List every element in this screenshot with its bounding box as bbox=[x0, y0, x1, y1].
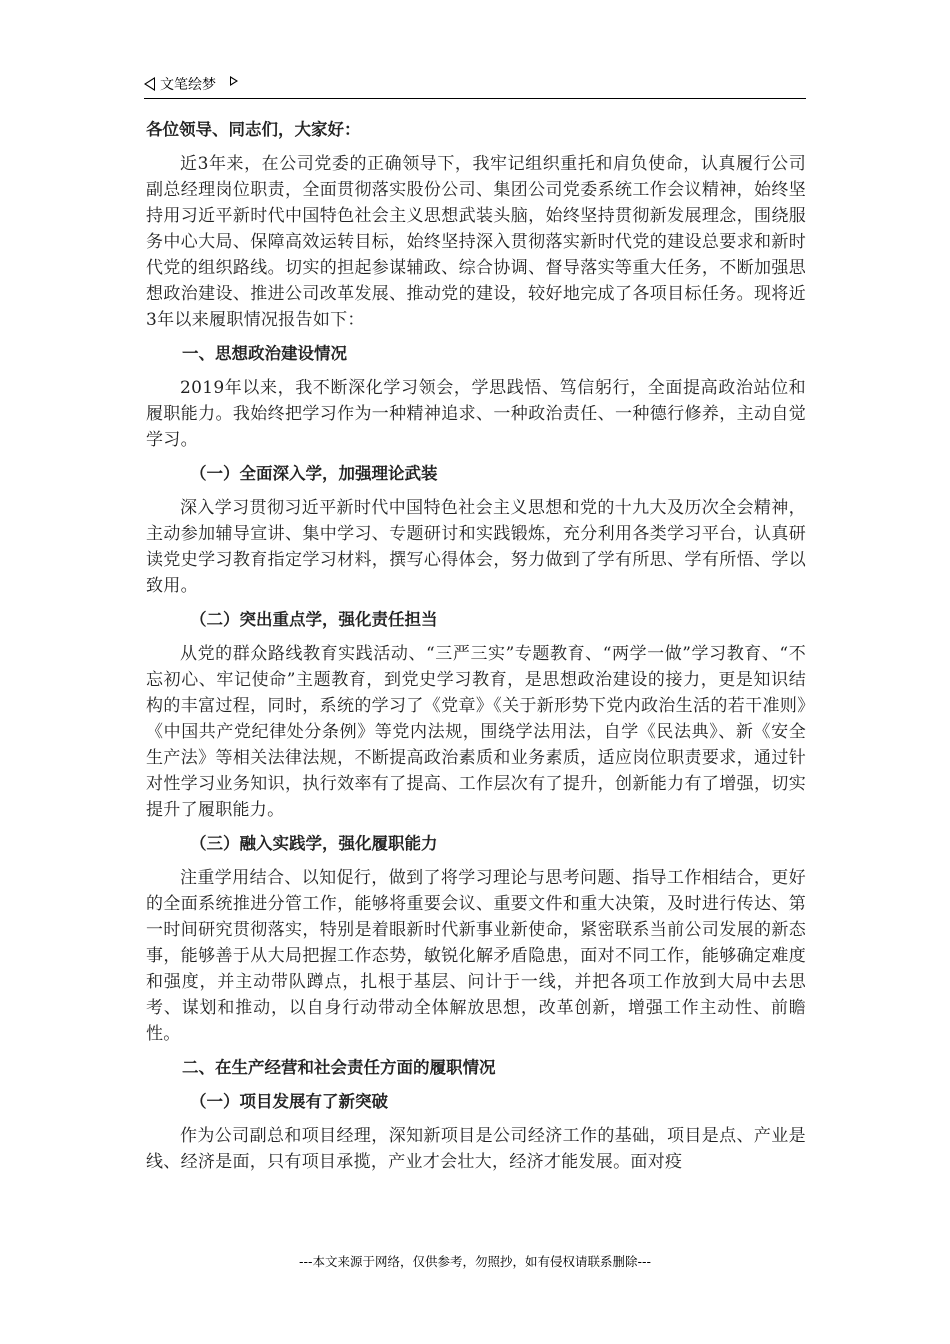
subsection-heading-1-1: （一）全面深入学，加强理论武装 bbox=[190, 464, 438, 483]
document-body bbox=[146, 117, 806, 1183]
greeting: 各位领导、同志们，大家好： bbox=[146, 120, 361, 139]
paragraph-1-3: 注重学用结合、以知促行，做到了将学习理论与思考问题、指导工作相结合，更好的全面系统推进分管工作，能够将重要会议、重要文件和重大决策，及时进行传达、第一时间研究贯彻落实，特别是着眼新时代新事业新使命，紧密联系当前公司发展的新态事，能够善于从大局把握工作态势，敏锐化解矛盾隐患，面对不同工作，能够确定难度和强度，并主动带队蹲点，扎根于基层、问计于一线，并把各项工作放到大局中去思考、谋划和推动，以自身行动带动全体解放思想，改革创新，增强工作主动性、前瞻性。 bbox=[146, 868, 806, 1044]
page-header bbox=[144, 70, 806, 99]
subsection-heading-2-1: （一）项目发展有了新突破 bbox=[190, 1092, 388, 1111]
header-brand bbox=[144, 74, 238, 94]
brand-name: 文笔绘梦 bbox=[160, 77, 216, 93]
triangle-left-icon bbox=[144, 77, 155, 91]
paragraph-section-1: 2019年以来，我不断深化学习领会，学思践悟、笃信躬行，全面提高政治站位和履职能力。我始终把学习作为一种精神追求、一种政治责任、一种德行修养，主动自觉学习。 bbox=[146, 378, 806, 450]
triangle-right-icon bbox=[230, 76, 238, 86]
paragraph-1-1: 深入学习贯彻习近平新时代中国特色社会主义思想和党的十九大及历次全会精神，主动参加辅导宣讲、集中学习、专题研讨和实践锻炼，充分利用各类学习平台，认真研读党史学习教育指定学习材料，撰写心得体会，努力做到了学有所思、学有所悟、学以致用。 bbox=[146, 498, 806, 596]
section-heading-1: 一、思想政治建设情况 bbox=[182, 344, 347, 363]
paragraph-2-1: 作为公司副总和项目经理，深知新项目是公司经济工作的基础，项目是点、产业是线、经济是面，只有项目承揽，产业才会壮大，经济才能发展。面对疫 bbox=[146, 1126, 806, 1172]
page-footer-disclaimer: ---本文来源于网络，仅供参考，勿照抄，如有侵权请联系删除--- bbox=[298, 1254, 652, 1269]
section-heading-2: 二、在生产经营和社会责任方面的履职情况 bbox=[182, 1058, 496, 1077]
subsection-heading-1-3: （三）融入实践学，强化履职能力 bbox=[190, 834, 438, 853]
paragraph-intro: 近3年来，在公司党委的正确领导下，我牢记组织重托和肩负使命，认真履行公司副总经理岗位职责，全面贯彻落实股份公司、集团公司党委系统工作会议精神，始终坚持用习近平新时代中国特色社会主义思想武装头脑，始终坚持贯彻新发展理念，围绕服务中心大局、保障高效运转目标，始终坚持深入贯彻落实新时代党的建设总要求和新时代党的组织路线。切实的担起参谋辅政、综合协调、督导落实等重大任务，不断加强思想政治建设、推进公司改革发展、推动党的建设，较好地完成了各项目标任务。现将近3年以来履职情况报告如下： bbox=[146, 154, 806, 330]
subsection-heading-1-2: （二）突出重点学，强化责任担当 bbox=[190, 610, 438, 629]
paragraph-1-2: 从党的群众路线教育实践活动、“三严三实”专题教育、“两学一做”学习教育、“不忘初心、牢记使命”主题教育，到党史学习教育，是思想政治建设的接力，更是知识结构的丰富过程，同时，系统的学习了《党章》《关于新形势下党内政治生活的若干准则》《中国共产党纪律处分条例》等党内法规，围绕学法用法，自学《民法典》、新《安全生产法》等相关法律法规，不断提高政治素质和业务素质，适应岗位职责要求，通过针对性学习业务知识，执行效率有了提高、工作层次有了提升，创新能力有了增强，切实提升了履职能力。 bbox=[146, 644, 806, 820]
